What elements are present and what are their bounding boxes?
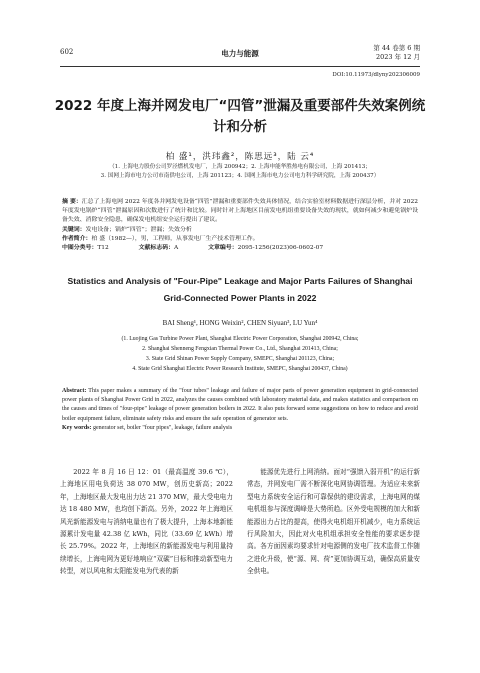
classification-row bbox=[62, 244, 418, 253]
english-authors: BAI Sheng¹, HONG Weixin², CHEN Siyuan³, LU Yun⁴ bbox=[162, 319, 318, 327]
journal-name: 电力与能源 bbox=[221, 49, 259, 58]
affiliation-line: 3. State Grid Shinan Power Supply Company, SMEPC, Shanghai 201123, China; bbox=[145, 356, 335, 362]
body-text bbox=[60, 466, 420, 578]
running-header bbox=[60, 44, 420, 66]
clc-number: 中图分类号：T12 bbox=[62, 245, 109, 252]
body-column-left: 2022 年 8 月 16 日 12：01（最高温度 39.6 ℃），上海地区用电负荷达 38 070 MW，创历史新高；2022 年，上海地区最大发电出力达 21 370 MW，最大受电电力达 18 480 MW，也均创下新高。另外，2022 年上海地区风光新能源发电与消纳电量也有了极大提升，上海本地新能源累计发电量 42.38 亿 kWh，同比（33.69 亿 kWh）增长 25.79%。2022 年，上海地区的新能源发电与利用量持续增长，上海电网为更好地响应“双碳”目标和推动新型电力转型，对以风电和太阳能发电为代表的新 bbox=[60, 468, 233, 576]
volume: 第 44 卷第 6 期 bbox=[373, 44, 420, 52]
issue-date: 2023 年 12 月 bbox=[375, 53, 420, 61]
english-title: Statistics and Analysis of "Four-Pipe" Leakage and Major Parts Failures of Shanghai Grid-Connected Power Plants in 2022 bbox=[67, 276, 413, 303]
english-abstract-block bbox=[62, 387, 418, 433]
header-rule bbox=[60, 66, 420, 67]
chinese-abstract-block bbox=[62, 198, 418, 253]
author-bio: 作者简介：柏 盛（1982—），男，工程师，从事发电厂生产技术管理工作。 bbox=[62, 235, 259, 242]
page-number: 602 bbox=[60, 48, 74, 56]
chinese-abstract: 摘 要：汇总了上海电网 2022 年度各并网发电设备“四管”泄漏和重要部件失效具体情况，结合实验室材料数据进行深层分析，并对 2022 年度发电锅炉“四管”泄漏原因和次数进行了统计和比较。同时针对上海地区目前发电机组重要设备失效的现状，就如何减少和避免锅炉设备失效、消除安全隐患，确保发电机组安全运行提出了建议。 bbox=[62, 199, 418, 224]
body-column-right: 能源优先进行上网消纳。面对“强馈入弱开机”的运行新常态，并网发电厂需不断深化电网协调管理。为适应未来新型电力系统安全运行和可靠保供的建设需求，上海电网的煤电机组参与深度调峰是大势所趋。区外受电规模的加大和新能源出力占比的提高，使得火电机组开机减少，电力系统运行风险加大，因此对火电机组承担安全性能的要求逐步提高。各方面因素均要求针对电源侧的发电厂技术监督工作随之进化升级，使“源、网、荷”更加协调互动，确保高质量安全供电。 bbox=[247, 468, 420, 576]
english-abstract: Abstract: This paper makes a summary of the "four tubes" leakage and failure of major parts of power generation equipment in grid-connected power plants of Shanghai Power Grid in 2022, analyzes the causes combined with laboratory material data, and makes statistics and comparison on the causes and times of "four-pipe" leakage of power generation boilers in 2022. It also puts forward some suggestions on how to reduce and avoid boiler equipment failure, eliminate safety risks and ensure the safe operation of generator sets. bbox=[62, 388, 418, 422]
affiliation-line: （1. 上海电力股份公司罗泾燃机发电厂，上海 200942；2. 上海申能华胜热电有限公司，上海 201413； bbox=[109, 164, 371, 170]
affiliation-line: 3. 国网上海市电力公司市南供电公司，上海 201123；4. 国网上海市电力公司电力科学研究院，上海 200437） bbox=[100, 173, 380, 179]
issue-info bbox=[373, 44, 420, 62]
english-affiliations bbox=[60, 334, 420, 374]
affiliation-line: 4. State Grid Shanghai Electric Power Research Institute, SMEPC, Shanghai 200437, China) bbox=[132, 366, 348, 372]
chinese-affiliations bbox=[60, 163, 420, 181]
english-keywords: Key words: generator set, boiler "four pipes", leakage, failure analysis bbox=[62, 424, 233, 431]
affiliation-line: 2. Shanghai Shenneng Fengxian Thermal Power Co., Ltd., Shanghai 201413, China; bbox=[142, 346, 338, 352]
doi: DOI:10.11973/dlyny202306009 bbox=[332, 72, 420, 78]
chinese-keywords: 关键词：发电设备；锅炉“四管”；泄漏；失效分析 bbox=[62, 226, 192, 233]
chinese-title: 2022 年度上海并网发电厂“四管”泄漏及重要部件失效案例统计和分析 bbox=[54, 98, 426, 135]
article-number: 文章编号：2095-1256(2023)06-0602-07 bbox=[208, 245, 324, 252]
doc-code: 文献标志码：A bbox=[138, 245, 179, 252]
chinese-authors: 柏 盛¹，洪玮鑫²，陈思远³，陆 云⁴ bbox=[165, 152, 315, 162]
affiliation-line: (1. Luojing Gas Turbine Power Plant, Shanghai Electric Power Corporation, Shanghai 200942, China; bbox=[121, 336, 359, 342]
